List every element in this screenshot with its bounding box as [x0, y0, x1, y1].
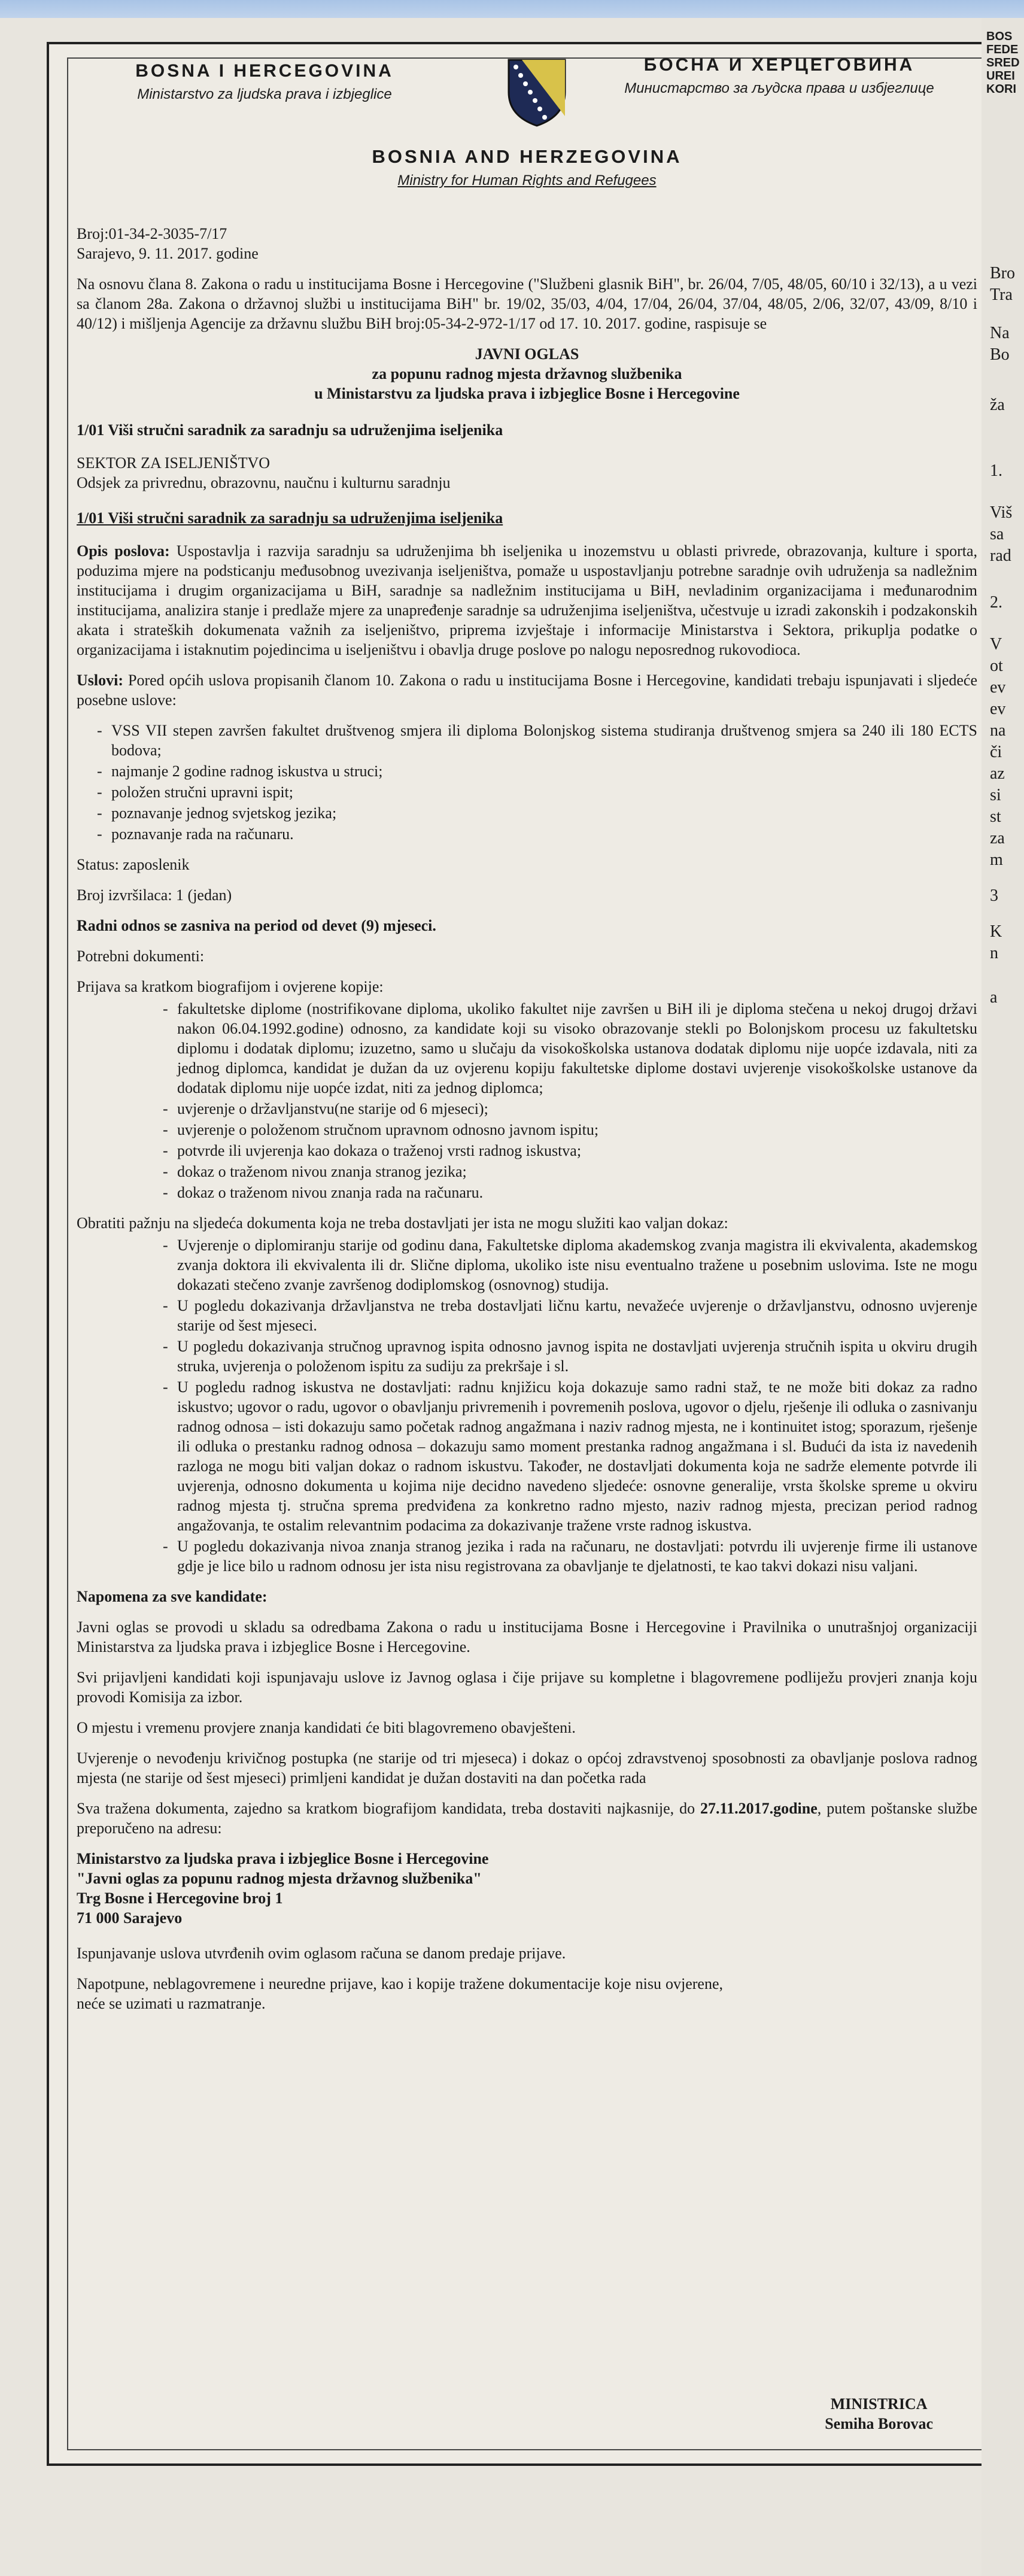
title-line-3: u Ministarstvu za ljudska prava i izbjeglice Bosne i Hercegovine	[314, 385, 740, 402]
signature-name: Semiha Borovac	[825, 2415, 933, 2432]
adjacent-fragment: si	[990, 786, 1001, 804]
adjacent-fragment: Tra	[990, 285, 1013, 304]
adjacent-fragment: st	[990, 807, 1001, 826]
attention-list	[77, 1235, 977, 1576]
adjacent-header-line: KORI	[986, 83, 1016, 96]
adjacent-fragment: n	[990, 944, 998, 962]
deadline-text-b: , putem poštanske službe preporučeno na adresu:	[77, 1800, 977, 1837]
documents-label: Potrebni dokumenti:	[77, 947, 205, 965]
note-paragraph-5	[77, 1799, 977, 1838]
adjacent-fragment: K	[990, 922, 1002, 941]
adjacent-header-line: BOS	[986, 30, 1013, 43]
adjacent-fragment: ža	[990, 396, 1005, 414]
list-item: - položen stručni upravni ispit;	[101, 782, 977, 802]
adjacent-fragment: či	[990, 743, 1002, 761]
header-ministry-english: Ministry for Human Rights and Refugees	[397, 172, 657, 189]
address-line-2: "Javni oglas za popunu radnog mjesta državnog službenika"	[77, 1870, 482, 1887]
conditions-list	[77, 721, 977, 844]
sector-name: SEKTOR ZA ISELJENIŠTVO	[77, 454, 271, 472]
deadline-text-a: Sva tražena dokumenta, zajedno sa kratkom biografijom kandidata, treba dostaviti najkasnije, do	[77, 1800, 695, 1817]
header-country-latin: BOSNA I HERCEGOVINA	[135, 61, 394, 81]
executors-line: Broj izvršilaca: 1 (jedan)	[77, 886, 232, 904]
note-label: Napomena za sve kandidate:	[77, 1588, 268, 1605]
notice-body	[77, 224, 977, 2024]
adjacent-header	[986, 30, 1020, 96]
legal-intro: Na osnovu člana 8. Zakona o radu u institucijama Bosne i Hercegovine ("Službeni glasnik BiH", br. 26/04, 7/05, 48/05, 60/10 i 32/13), a u vezi sa članom 28a. Zakona o državnoj službi u institucijama BiH" br. 19/02, 35/03, 4/04, 17/04, 26/04, 37/04, 48/05, 2/06, 32/07, 43/09, 8/10 i 40/12) i mišljenja Agencije za državnu službu BiH broj:05-34-2-972-1/17 od 17. 10. 2017. godine, raspisuje se	[77, 275, 977, 332]
note-paragraph-4: Uvjerenje o nevođenju krivičnog postupka (ne starije od tri mjeseca) i dokaz o općoj zdravstvenoj sposobnosti za obavljanje poslova radnog mjesta (ne starije od šest mjeseci) primljeni kandidat je dužan dostaviti na dan početka rada	[77, 1749, 977, 1787]
signature-block	[825, 2394, 933, 2434]
list-item: - potvrde ili uvjerenja kao dokaza o traženoj vrsti radnog iskustva;	[166, 1141, 977, 1161]
closing-paragraph-1: Ispunjavanje uslova utvrđenih ovim oglasom računa se danom predaje prijave.	[77, 1945, 566, 1962]
mailing-address	[77, 1849, 977, 1928]
attention-intro: Obratiti pažnju na sljedeća dokumenta koja ne treba dostavljati jer ista ne mogu služiti kao valjan dokaz:	[77, 1214, 728, 1232]
header-right	[588, 55, 971, 97]
reference-number: Broj:01-34-2-3035-7/17	[77, 225, 227, 242]
status-line: Status: zaposlenik	[77, 856, 190, 873]
title-line-1: JAVNI OGLAS	[475, 345, 579, 363]
header-ministry-cyrillic: Министарство за људска права и избјеглице	[624, 80, 934, 96]
reference-block	[77, 224, 977, 263]
sector-department: Odsjek za privrednu, obrazovnu, naučnu i kulturnu saradnju	[77, 474, 451, 491]
adjacent-fragment: a	[990, 988, 998, 1007]
note-paragraph-2: Svi prijavljeni kandidati koji ispunjavaju uslove iz Javnog oglasa i čije prijave su kompletne i blagovremene podliježu provjeri znanja koju provodi Komisija za izbor.	[77, 1669, 977, 1706]
notice-title	[77, 344, 977, 403]
term-line: Radni odnos se zasniva na period od devet (9) mjeseci.	[77, 917, 436, 934]
header-left	[97, 61, 432, 103]
documents-list	[77, 999, 977, 1202]
list-item: - poznavanje rada na računaru.	[101, 824, 977, 844]
closing-paragraph-2: Napotpune, neblagovremene i neuredne prijave, kao i kopije tražene dokumentacije koje nisu ovjerene, neće se uzimati u razmatranje.	[77, 1975, 723, 2012]
adjacent-fragment: 1.	[990, 461, 1002, 480]
adjacent-fragment: m	[990, 850, 1003, 869]
adjacent-fragment: 2.	[990, 593, 1002, 612]
address-line-3: Trg Bosne i Hercegovine broj 1	[77, 1890, 283, 1907]
adjacent-fragment: Bo	[990, 345, 1010, 364]
adjacent-column-fragment	[982, 18, 1024, 2576]
list-item: - VSS VII stepen završen fakultet društvenog smjera ili diploma Bolonjskog sistema studiranja društvenog smjera sa 240 ili 180 ECTS bodova;	[101, 721, 977, 760]
conditions-paragraph	[77, 670, 977, 710]
sector-block	[77, 453, 977, 493]
header-ministry-latin: Ministarstvo za ljudska prava i izbjeglice	[137, 86, 392, 102]
position-heading: 1/01 Viši stručni saradnik za saradnju sa udruženjima iseljenika	[77, 421, 503, 439]
adjacent-fragment: rad	[990, 546, 1011, 565]
adjacent-fragment: sa	[990, 525, 1004, 543]
adjacent-fragment: na	[990, 721, 1006, 740]
conditions-label: Uslovi:	[77, 672, 123, 689]
conditions-text: Pored općih uslova propisanih članom 10. Zakona o radu u institucijama Bosne i Hercegovine, kandidati trebaju ispunjavati i sljedeće posebne uslove:	[77, 672, 977, 709]
list-item: - uvjerenje o državljanstvu(ne starije od 6 mjeseci);	[166, 1099, 977, 1119]
signature-title: MINISTRICA	[830, 2395, 928, 2413]
adjacent-fragment: za	[990, 829, 1005, 847]
adjacent-fragment: ev	[990, 678, 1006, 697]
list-item: - dokaz o traženom nivou znanja stranog jezika;	[166, 1162, 977, 1181]
coat-of-arms-icon	[504, 56, 570, 128]
adjacent-header-line: FEDE	[986, 43, 1019, 56]
adjacent-fragment: V	[990, 635, 1002, 654]
duties-paragraph	[77, 541, 977, 660]
note-paragraph-1: Javni oglas se provodi u skladu sa odredbama Zakona o radu u institucijama Bosne i Hercegovine i Pravilnika o unutrašnjoj organizaciji Ministarstva za ljudska prava i izbjeglice Bosne i Hercegovine.	[77, 1618, 977, 1655]
title-line-2: za popunu radnog mjesta državnog službenika	[372, 365, 682, 382]
header-country-cyrillic: БОСНА И ХЕРЦЕГОВИНА	[643, 55, 915, 75]
reference-date: Sarajevo, 9. 11. 2017. godine	[77, 245, 259, 262]
list-item: - U pogledu dokazivanja državljanstva ne treba dostavljati ličnu kartu, nevažeće uvjerenje o državljanstvu, odnosno uvjerenje starije od šest mjeseci.	[166, 1296, 977, 1335]
list-item: - fakultetske diplome (nostrifikovane diploma, ukoliko fakultet nije završen u BiH ili je diploma stečena u nekoj drugoj državi nakon 06.04.1992.godine) odnosno, za kandidate koji su visoko obrazovanje stekli po Bolonjskom procesu uz fakultetsku diplomu i dodatak diplomu; izuzetno, samo u slučaju da visokoškolska ustanova dodatak diplomu nije uopće izdavala, niti za jednog diplomca, kandidat je dužan da uz ovjerenu kopiju fakultetske diplome dostavi uvjerenje visokoškolske ustanove da dodatak diplomu nije uopće izdat, niti za jednog diplomca;	[166, 999, 977, 1098]
list-item: - Uvjerenje o diplomiranju starije od godinu dana, Fakultetske diploma akademskog zvanja magistra ili ekvivalenta, akademskog zvanja doktora ili ekvivalenta ili dr. Slične diploma, ukoliko iste nisu eventualno tražene u posebnim uslovima. Iste ne mogu dokazati stečeno zvanje završenog dodiplomskog (osnovnog) studija.	[166, 1235, 977, 1295]
list-item: - U pogledu dokazivanja nivoa znanja stranog jezika i rada na računaru, ne dostavljati: potvrdu ili uvjerenje firme ili ustanove gdje je lice bilo u radnom odnosu jer ista nisu registrovana za obavljanje te djelatnosti, te kao takvi dokazi nisu valjani.	[166, 1536, 977, 1576]
duties-label: Opis poslova:	[77, 542, 170, 560]
header-center	[49, 146, 1005, 189]
list-item: - dokaz o traženom nivou znanja rada na računaru.	[166, 1183, 977, 1202]
adjacent-fragment: ev	[990, 700, 1006, 718]
list-item: - poznavanje jednog svjetskog jezika;	[101, 803, 977, 823]
duties-text: Uspostavlja i razvija saradnju sa udruženjima bh iseljenika u inozemstvu u oblasti privrede, obrazovanja, kulture i sporta, poduzima mjere na podsticanju međusobnog uvezivanja iseljeništva, pomaže u uspostavljanju potrebne saradnje ovih udruženja sa nadležnim institucijama i drugim organizacijama u BiH, saradnje sa nadležnim institucijama u BiH, nevladinim organizacijama i međunarodnim institucijama, analizira stanje i predlaže mjere za unapređenje saradnje sa udruženjima iseljeništva, učestvuje u izradi zakonskih i podzakonskih akata i strateških dokumenata važnih za iseljeništvo, priprema izvještaje i informacije Ministarstva i Sektora, prikuplja podatke o organizacijama i istaknutim pojedincima u iseljeništvu i obavlja druge poslove po nalogu neposrednog rukovodioca.	[77, 542, 978, 658]
adjacent-header-line: UREI	[986, 69, 1015, 83]
address-line-1: Ministarstvo za ljudska prava i izbjeglice Bosne i Hercegovine	[77, 1850, 489, 1867]
adjacent-fragment: ot	[990, 657, 1003, 675]
list-item: - najmanje 2 godine radnog iskustva u struci;	[101, 761, 977, 781]
adjacent-fragment: az	[990, 764, 1005, 783]
adjacent-fragment: Viš	[990, 503, 1013, 522]
list-item: - U pogledu radnog iskustva ne dostavljati: radnu knjižicu koja dokazuje samo radni staž, te ne može biti dokaz za radno iskustvo; ugovor o radu, ugovor o obavljanju privremenih i povremenih poslova, ugovor o djelu, rješenje ili odluka o zasnivanju radnog odnosa – isti dokazuju samo početak radnog angažmana i naziv radnog mjesta, ne i kontinuitet istog; sporazum, rješenje ili odluka o prestanku radnog odnosa – dokazuju samo moment prestanka radnog angažmana i sl. Budući da ista iz navedenih razloga ne mogu biti valjan dokaz o radnom iskustvu. Također, ne dostavljati dokumenta koja ne sadrže elemente potvrde ili uvjerenja, odnosno dokumenta u kojima nije decidno navedeno sljedeće: osnovne generalije, vrsta školske spreme u okviru radnog mjesta tj. stručna sprema predviđena za konkretno radno mjesto, naziv radnog mjesta, precizan period radnog angažovanja, te ostalim relevantnim podacima za dokazivanje tražene vrste radnog iskustva.	[166, 1377, 977, 1535]
position-heading-underlined: 1/01 Viši stručni saradnik za saradnju sa udruženjima iseljenika	[77, 509, 503, 527]
adjacent-fragment: Bro	[990, 264, 1015, 282]
adjacent-fragment: 3	[990, 886, 998, 905]
adjacent-fragment: Na	[990, 324, 1010, 342]
documents-intro: Prijava sa kratkom biografijom i ovjerene kopije:	[77, 978, 384, 995]
header-country-english: BOSNIA AND HERZEGOVINA	[372, 146, 682, 167]
list-item: - uvjerenje o položenom stručnom upravnom odnosno javnom ispitu;	[166, 1120, 977, 1140]
list-item: - U pogledu dokazivanja stručnog upravnog ispita odnosno javnog ispita ne dostavljati uvjerenja stručnih ispita u okviru drugih struka, uvjerenja o položenom ispitu za sudiju za prekršaje i sl.	[166, 1336, 977, 1376]
note-paragraph-3: O mjestu i vremenu provjere znanja kandidati će biti blagovremeno obavješteni.	[77, 1719, 576, 1736]
adjacent-header-line: SRED	[986, 56, 1020, 69]
address-line-4: 71 000 Sarajevo	[77, 1909, 183, 1927]
job-notice	[47, 42, 1007, 2466]
deadline-date: 27.11.2017.godine	[700, 1800, 818, 1817]
